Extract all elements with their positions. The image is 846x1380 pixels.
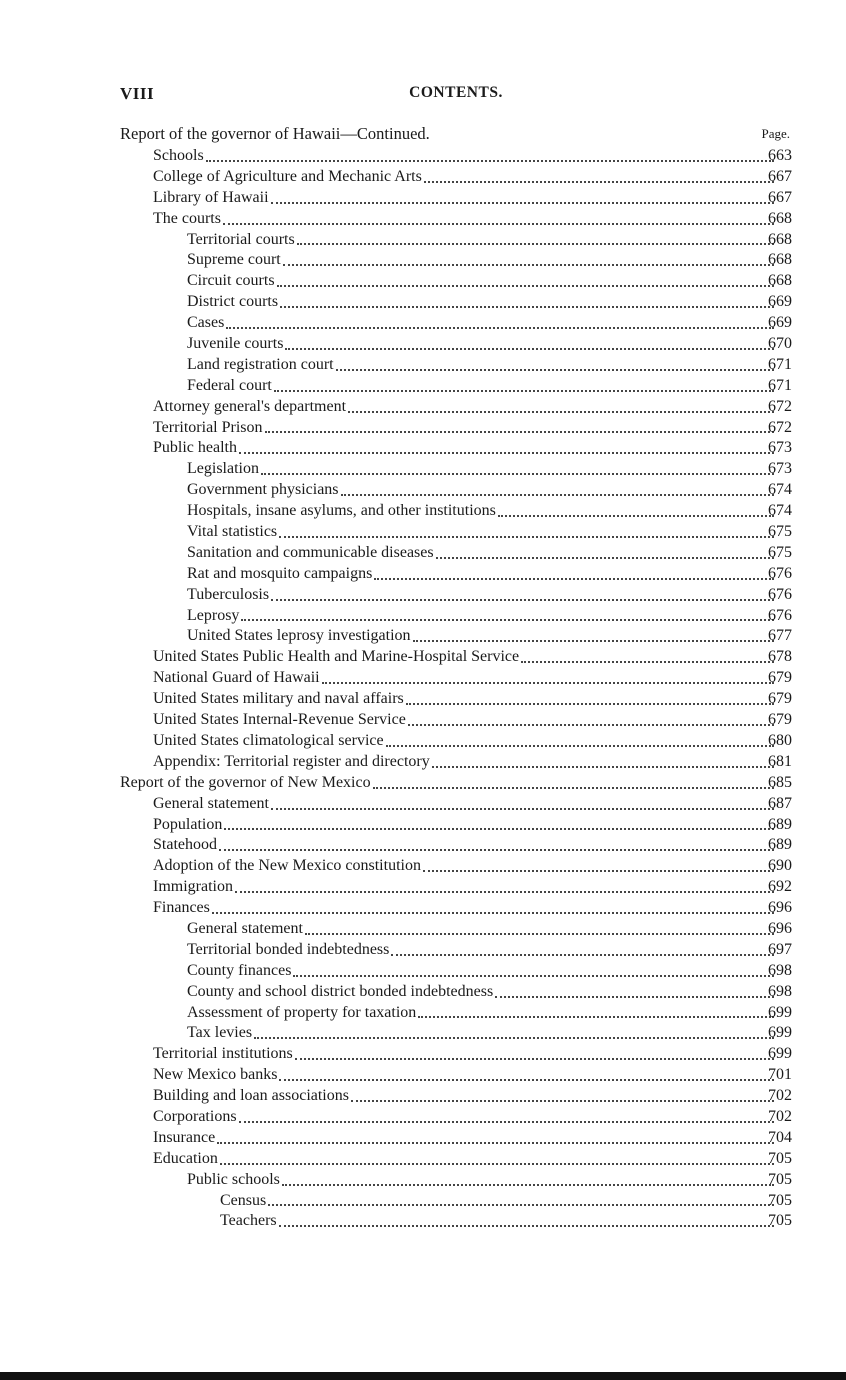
toc-entry [0,501,846,522]
toc-entry [0,1023,846,1044]
toc-entry-page: 705 [768,1212,792,1230]
toc-entry [0,209,846,230]
toc-entry-page: 673 [768,460,792,478]
dot-leader [241,618,774,621]
toc-entry-page: 704 [768,1128,792,1146]
toc-entry-page: 698 [768,961,792,979]
toc-entry [0,1086,846,1107]
toc-entry-title: United States climatological service [153,731,384,749]
toc-entry-page: 672 [768,397,792,415]
toc-entry-title: Leprosy [187,606,240,624]
dot-leader [295,1057,774,1060]
dot-leader [271,201,774,204]
running-title: CONTENTS. [409,84,503,101]
dot-leader [224,827,774,830]
toc-entry-title: United States military and naval affairs [153,690,404,708]
toc-entry-page: 685 [768,773,792,791]
toc-entry-title: District courts [187,293,279,311]
dot-leader [386,744,774,747]
toc-entry [0,856,846,877]
toc-entry-title: Statehood [153,836,217,854]
section-title: Report of the governor of Hawaii—Continued. [120,124,430,143]
dot-leader [279,1078,774,1081]
toc-entry [0,355,846,376]
toc-entry [0,1211,846,1232]
toc-entry [0,1149,846,1170]
toc-entry [0,752,846,773]
toc-entry-title: Library of Hawaii [153,188,269,206]
dot-leader [297,242,774,245]
dot-leader [279,1224,774,1227]
bottom-edge-bar [0,1372,846,1380]
toc-entry-title: Tuberculosis [187,585,270,603]
toc-entry-page: 689 [768,815,792,833]
toc-entry-title: Territorial bonded indebtedness [187,940,390,958]
toc-entry-title: Assessment of property for taxation [187,1003,417,1021]
toc-entry-page: 679 [768,690,792,708]
dot-leader [424,180,774,183]
toc-entry-page: 677 [768,627,792,645]
toc-entry [0,418,846,439]
toc-entry [0,835,846,856]
toc-entry-page: 676 [768,564,792,582]
toc-entry-page: 699 [768,1003,792,1021]
toc-entry [0,731,846,752]
toc-entry-page: 679 [768,711,792,729]
toc-entry-title: Land registration court [187,355,334,373]
toc-entry-page: 669 [768,314,792,332]
toc-entry [0,1065,846,1086]
table-of-contents [0,146,846,1232]
toc-entry-page: 676 [768,585,792,603]
dot-leader [220,1162,774,1165]
toc-entry-title: Cases [187,314,225,332]
toc-entry [0,1170,846,1191]
dot-leader [495,995,774,998]
toc-entry-page: 696 [768,919,792,937]
toc-entry-title: United States Public Health and Marine-Hospital Service [153,648,520,666]
toc-entry-page: 674 [768,502,792,520]
dot-leader [239,451,774,454]
toc-entry [0,1044,846,1065]
dot-leader [283,263,774,266]
toc-entry-title: County finances [187,961,292,979]
toc-entry-title: Sanitation and communicable diseases [187,543,434,561]
toc-entry [0,773,846,794]
dot-leader [279,535,774,538]
toc-entry [0,710,846,731]
toc-entry-title: The courts [153,209,221,227]
dot-leader [274,389,774,392]
toc-entry-title: College of Agriculture and Mechanic Arts [153,167,422,185]
toc-entry [0,146,846,167]
toc-entry-page: 687 [768,794,792,812]
toc-entry-page: 681 [768,752,792,770]
toc-entry-title: National Guard of Hawaii [153,669,320,687]
toc-entry [0,606,846,627]
dot-leader [293,974,774,977]
dot-leader [406,702,774,705]
toc-entry-page: 668 [768,230,792,248]
dot-leader [277,284,774,287]
toc-entry-title: Appendix: Territorial register and directory [153,752,430,770]
toc-entry [0,585,846,606]
toc-entry-page: 675 [768,523,792,541]
toc-entry-page: 702 [768,1107,792,1125]
toc-entry-page: 667 [768,188,792,206]
toc-entry-title: General statement [153,794,269,812]
page-header [120,84,792,108]
toc-entry-page: 699 [768,1024,792,1042]
toc-entry [0,167,846,188]
toc-entry-title: Territorial Prison [153,418,263,436]
toc-entry-title: Immigration [153,878,233,896]
dot-leader [408,723,774,726]
toc-entry-page: 699 [768,1045,792,1063]
dot-leader [418,1015,774,1018]
toc-entry-title: Adoption of the New Mexico constitution [153,857,421,875]
toc-entry-page: 670 [768,335,792,353]
toc-entry-title: Tax levies [187,1024,253,1042]
toc-entry [0,480,846,501]
toc-entry-page: 678 [768,648,792,666]
toc-entry [0,250,846,271]
dot-leader [305,932,774,935]
dot-leader [271,598,774,601]
dot-leader [341,493,774,496]
toc-entry-page: 680 [768,731,792,749]
toc-entry-page: 671 [768,355,792,373]
toc-entry-title: Rat and mosquito campaigns [187,564,373,582]
toc-entry-page: 675 [768,543,792,561]
toc-entry-title: Territorial courts [187,230,295,248]
toc-entry [0,438,846,459]
dot-leader [271,807,774,810]
toc-entry-title: Legislation [187,460,259,478]
dot-leader [239,1120,774,1123]
toc-entry [0,689,846,710]
toc-entry-page: 701 [768,1066,792,1084]
toc-entry [0,961,846,982]
toc-entry-title: Building and loan associations [153,1087,349,1105]
dot-leader [432,765,774,768]
toc-entry-title: Federal court [187,376,272,394]
toc-entry-page: 692 [768,878,792,896]
toc-entry [0,1191,846,1212]
toc-entry-title: United States Internal-Revenue Service [153,711,406,729]
toc-entry-page: 702 [768,1087,792,1105]
dot-leader [336,368,774,371]
toc-entry-page: 672 [768,418,792,436]
toc-entry-title: Juvenile courts [187,335,284,353]
dot-leader [498,514,774,517]
toc-entry-title: Population [153,815,223,833]
toc-entry-title: United States leprosy investigation [187,627,411,645]
dot-leader [423,869,774,872]
toc-entry [0,271,846,292]
toc-entry-title: General statement [187,919,303,937]
dot-leader [351,1099,774,1102]
toc-entry-title: Education [153,1149,218,1167]
toc-entry-title: Vital statistics [187,523,278,541]
toc-entry [0,626,846,647]
toc-entry-page: 705 [768,1170,792,1188]
toc-entry-title: Insurance [153,1128,216,1146]
toc-entry [0,522,846,543]
toc-entry-title: Supreme court [187,251,281,269]
toc-entry [0,794,846,815]
page-number: VIII [120,84,155,103]
toc-entry [0,459,846,480]
toc-entry-title: Finances [153,899,210,917]
toc-entry-page: 705 [768,1191,792,1209]
toc-entry-page: 673 [768,439,792,457]
dot-leader [285,347,774,350]
toc-entry [0,877,846,898]
dot-leader [265,430,774,433]
dot-leader [268,1203,774,1206]
toc-entry [0,292,846,313]
dot-leader [282,1183,774,1186]
dot-leader [226,326,774,329]
dot-leader [374,577,774,580]
toc-entry-page: 679 [768,669,792,687]
toc-entry-title: Corporations [153,1107,237,1125]
toc-entry [0,334,846,355]
toc-entry-page: 663 [768,147,792,164]
dot-leader [521,660,774,663]
dot-leader [217,1141,774,1144]
toc-entry-page: 671 [768,376,792,394]
toc-entry [0,668,846,689]
dot-leader [212,911,774,914]
page-column-label: Page. [761,126,790,141]
toc-entry [0,397,846,418]
toc-entry [0,919,846,940]
toc-entry-page: 668 [768,251,792,269]
dot-leader [219,848,774,851]
toc-entry-title: Census [220,1191,267,1209]
dot-leader [223,222,774,225]
toc-entry-title: New Mexico banks [153,1066,278,1084]
toc-entry-title: Teachers [220,1212,277,1230]
dot-leader [235,890,774,893]
toc-entry [0,543,846,564]
toc-entry [0,1128,846,1149]
toc-entry-page: 667 [768,167,792,185]
dot-leader [391,953,774,956]
dot-leader [413,639,774,642]
toc-entry-page: 705 [768,1149,792,1167]
toc-entry-page: 689 [768,836,792,854]
toc-entry [0,647,846,668]
toc-entry [0,1003,846,1024]
dot-leader [322,681,774,684]
dot-leader [261,472,774,475]
toc-entry-page: 668 [768,209,792,227]
toc-entry [0,1107,846,1128]
toc-entry [0,815,846,836]
toc-entry [0,564,846,585]
toc-entry [0,376,846,397]
dot-leader [436,556,774,559]
toc-entry [0,898,846,919]
dot-leader [280,305,774,308]
toc-entry-title: Public schools [187,1170,280,1188]
dot-leader [206,159,774,162]
toc-heading-row [120,124,792,144]
toc-entry-page: 696 [768,899,792,917]
dot-leader [254,1036,774,1039]
toc-entry-title: Territorial institutions [153,1045,293,1063]
toc-entry-title: County and school district bonded indebtedness [187,982,494,1000]
toc-entry [0,982,846,1003]
toc-entry-page: 690 [768,857,792,875]
dot-leader [373,786,774,789]
toc-entry-page: 669 [768,293,792,311]
dot-leader [348,410,774,413]
toc-entry-title: Hospitals, insane asylums, and other institutions [187,502,496,520]
toc-entry [0,940,846,961]
toc-entry-title: Government physicians [187,481,339,499]
toc-entry-title: Attorney general's department [153,397,347,415]
toc-entry-title: Public health [153,439,237,457]
toc-entry-page: 698 [768,982,792,1000]
toc-entry-title: Circuit courts [187,272,275,290]
toc-entry-page: 697 [768,940,792,958]
toc-entry [0,188,846,209]
toc-entry-page: 676 [768,606,792,624]
toc-entry-page: 674 [768,481,792,499]
toc-entry-title: Report of the governor of New Mexico [120,773,371,791]
toc-entry [0,230,846,251]
toc-entry-title: Schools [153,147,204,164]
toc-entry [0,313,846,334]
toc-entry-page: 668 [768,272,792,290]
